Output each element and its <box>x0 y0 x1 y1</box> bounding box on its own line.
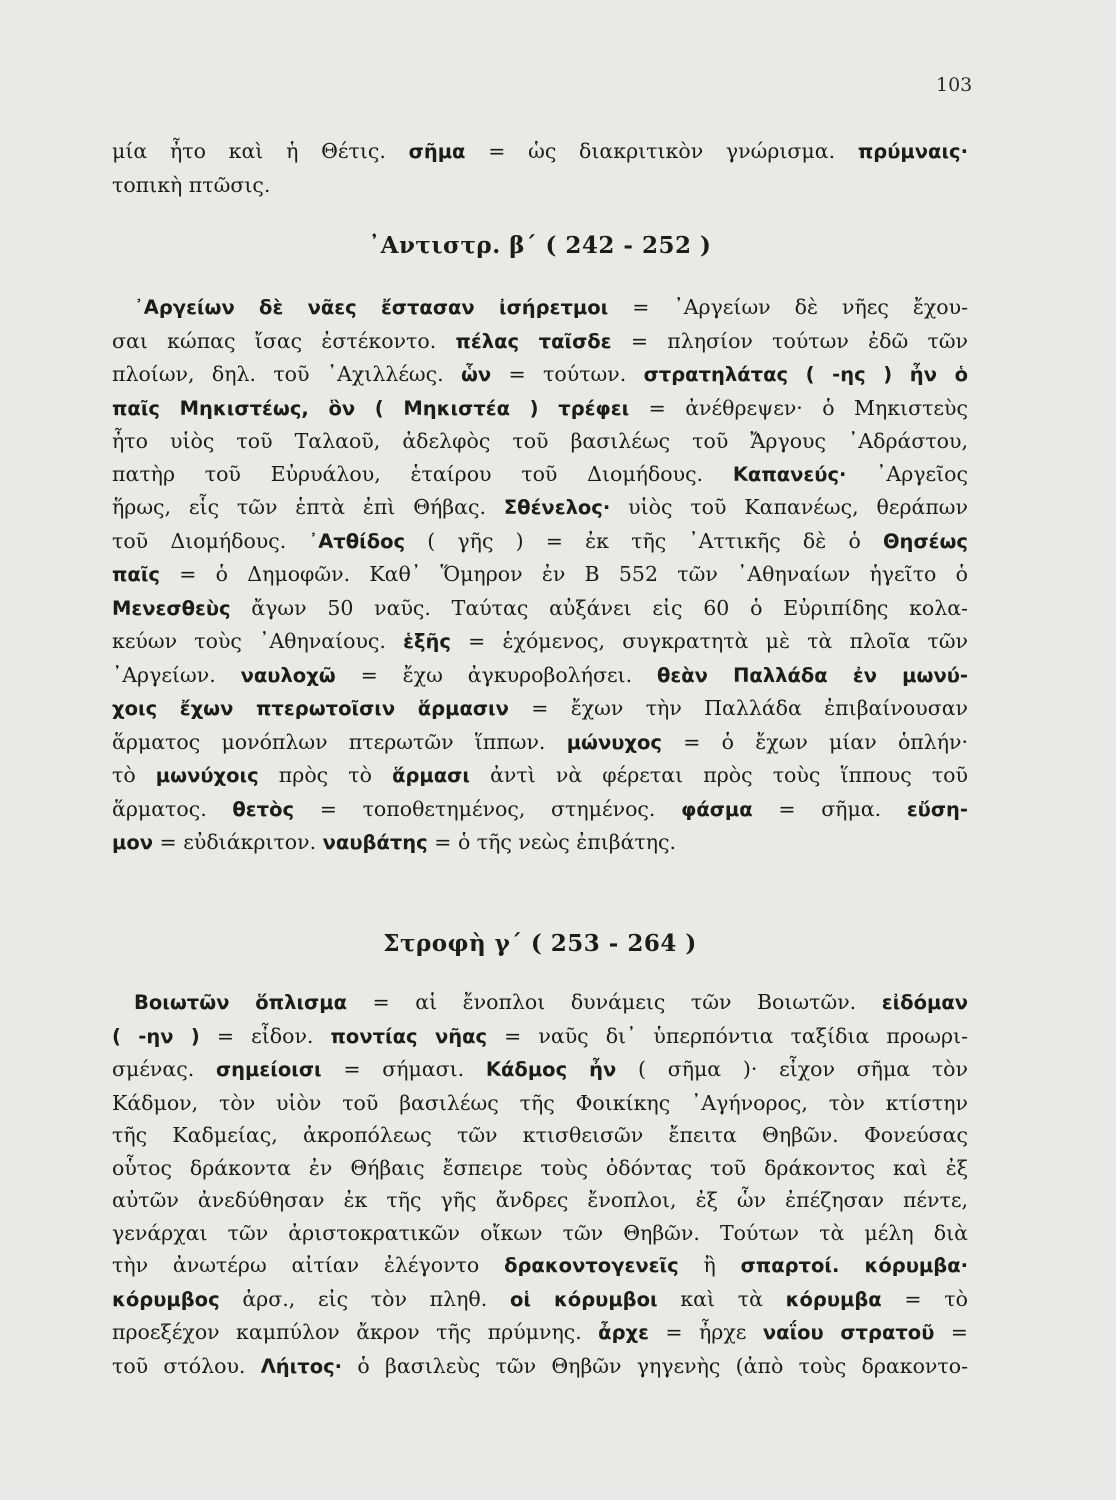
gloss-text: = ἀνέθρεψεν· ὁ Μηκιστεὺς <box>629 395 968 420</box>
text-line <box>112 325 968 359</box>
lemma-term: ᾿Αργείων δὲ νᾶες ἔστασαν ἰσήρετμοι <box>134 296 609 319</box>
gloss-text: πατὴρ τοῦ Εὐρυάλου, ἑταίρου τοῦ Διομήδους. <box>112 461 733 486</box>
gloss-text: = εὐδιάκριτον. <box>153 830 323 854</box>
gloss-text: μία ἦτο καὶ ἡ Θέτις. <box>112 139 409 163</box>
gloss-text: πρὸς τὸ <box>258 763 393 787</box>
lemma-term: μώνυχος <box>566 730 662 754</box>
gloss-text: = τὸ <box>881 1286 968 1311</box>
lemma-term: Θησέως <box>882 529 968 553</box>
text-line <box>112 1283 968 1317</box>
text-line <box>112 392 968 426</box>
lemma-term: παῖς <box>112 563 160 586</box>
lemma-term: σῆμα <box>408 140 466 163</box>
lemma-term: Καπανεύς· <box>732 462 847 486</box>
lemma-term: Λήιτος· <box>260 1354 343 1378</box>
gloss-text: = ὁ Δημοφῶν. Καθ᾿ Ὅμηρον ἐν Β 552 τῶν ᾿Αθηναίων ἡγεῖτο ὁ <box>159 562 968 586</box>
gloss-text: = αἱ ἔνοπλοι δυνάμεις τῶν Βοιωτῶν. <box>346 990 882 1014</box>
gloss-text: Κάδμον, τὸν υἱὸν τοῦ βασιλέως τῆς Φοικίκης ᾿Αγήνορος, τὸν κτίστην <box>112 1090 968 1115</box>
section-heading-antistrophe: ᾿Αντιστρ. β΄ ( 242 - 252 ) <box>368 232 712 259</box>
text-line <box>112 558 968 592</box>
text-line <box>112 625 968 659</box>
gloss-text: γενάρχαι τῶν ἀριστοκρατικῶν οἴκων τῶν Θηβῶν. Τούτων τὰ μέλη διὰ <box>112 1220 968 1245</box>
gloss-text: = ἔχων τὴν Παλλάδα ἐπιβαίνουσαν <box>508 696 968 720</box>
gloss-text: ἅρματος. <box>112 796 233 821</box>
lemma-term: ᾿Ατθίδος <box>308 529 406 553</box>
gloss-text: αὐτῶν ἀνεδύθησαν ἐκ τῆς γῆς ἄνδρες ἔνοπλοι, ἐξ ὧν ἐπέζησαν πέντε, <box>112 1188 968 1212</box>
gloss-text: = ὡς διακριτικὸν γνώρισμα. <box>465 139 858 163</box>
gloss-text: = ὁ ἔχων μίαν ὁπλήν· <box>661 729 969 754</box>
gloss-text: ᾿Αργεῖος <box>846 461 968 486</box>
gloss-text: = ἔχω ἀγκυροβολήσει. <box>335 662 658 687</box>
commentary-block-1 <box>112 135 968 201</box>
text-line <box>112 1119 968 1152</box>
text-line <box>112 592 968 626</box>
text-line <box>112 726 968 760</box>
text-line <box>112 1350 968 1384</box>
text-line <box>112 1020 968 1054</box>
gloss-text: κεύων τοὺς ᾿Αθηναίους. <box>112 629 404 653</box>
lemma-term: ναυλοχῶ <box>240 663 336 687</box>
gloss-text: = <box>934 1320 968 1344</box>
commentary-block-2 <box>112 291 968 860</box>
gloss-text: υἱὸς τοῦ Καπανέως, θεράπων <box>610 495 968 519</box>
lemma-term: ἑξῆς <box>403 630 451 653</box>
text-line <box>112 458 968 492</box>
gloss-text: ἅρματος μονόπλων πτερωτῶν ἵππων. <box>112 729 567 754</box>
gloss-text: = τοποθετημένος, στημένος. <box>294 796 682 821</box>
text-line <box>112 759 968 793</box>
text-line <box>112 358 968 392</box>
lemma-term: μον <box>112 831 154 854</box>
lemma-term: μωνύχοις <box>155 764 259 787</box>
section-heading-strophe: Στροφὴ γ΄ ( 253 - 264 ) <box>383 930 697 957</box>
gloss-text: ἦτο υἱὸς τοῦ Ταλαοῦ, ἀδελφὸς τοῦ βασιλέως τοῦ Ἄργους ᾿Αδράστου, <box>112 429 968 453</box>
gloss-text: = σῆμα. <box>752 796 907 821</box>
lemma-term: εἰδόμαν <box>881 991 968 1014</box>
gloss-text: = ναῦς δι᾿ ὑπερπόντια ταξίδια προωρι- <box>487 1023 969 1048</box>
text-line <box>112 135 968 169</box>
lemma-term: εὔση- <box>906 797 968 821</box>
gloss-text: ( σῆμα )· εἶχον σῆμα τὸν <box>616 1057 968 1081</box>
gloss-text: ( γῆς ) = ἐκ τῆς ᾿Αττικῆς δὲ ὁ <box>405 528 883 553</box>
gloss-text: τοῦ Διομήδους. <box>112 528 309 553</box>
text-line <box>112 169 968 202</box>
gloss-text: τὸ <box>112 763 156 787</box>
lemma-term: δρακοντογενεῖς <box>504 1254 679 1277</box>
lemma-term: φάσμα <box>681 797 753 821</box>
lemma-term: ἆρχε <box>598 1321 649 1344</box>
gloss-text: τῆς Καδμείας, ἀκροπόλεως τῶν κτισθεισῶν ἔπειτα Θηβῶν. Φονεύσας <box>112 1123 968 1147</box>
lemma-term: στρατηλάτας ( -ης ) ἦν ὁ <box>643 363 968 386</box>
lemma-term: ὧν <box>460 363 492 386</box>
lemma-term: παῖς Μηκιστέως, ὃν ( Μηκιστέα ) τρέφει <box>112 396 630 420</box>
text-line <box>112 1249 968 1283</box>
text-line <box>112 525 968 559</box>
gloss-text: = εἶδον. <box>199 1023 331 1048</box>
lemma-term: Μενεσθεὺς <box>112 596 231 620</box>
lemma-term: θετὸς <box>232 797 295 821</box>
lemma-term: Σθένελος· <box>503 496 611 519</box>
text-line <box>112 1316 968 1350</box>
text-line <box>112 1217 968 1250</box>
text-line <box>112 692 968 726</box>
gloss-text: τοπικὴ πτῶσις. <box>112 172 271 197</box>
lemma-term: σπαρτοί. κόρυμβα· <box>740 1254 968 1277</box>
gloss-text: = πλησίον τούτων ἐδῶ τῶν <box>611 328 968 353</box>
gloss-text: ἀρσ., εἰς τὸν πληθ. <box>219 1286 510 1311</box>
commentary-block-3 <box>112 986 968 1383</box>
text-line <box>112 1152 968 1185</box>
gloss-text: προεξέχον καμπύλον ἄκρον τῆς πρύμνης. <box>112 1320 599 1344</box>
gloss-text: = ᾿Αργείων δὲ νῆες ἔχου- <box>608 295 968 319</box>
lemma-term: θεὰν Παλλάδα ἐν μωνύ- <box>657 663 968 687</box>
gloss-text: καὶ τὰ <box>657 1286 786 1311</box>
text-line <box>112 986 968 1020</box>
gloss-text: ἄγων 50 ναῦς. Ταύτας αὐξάνει εἰς 60 ὁ Εὐριπίδης κολα- <box>230 595 968 620</box>
lemma-term: σημείοισι <box>215 1058 322 1081</box>
lemma-term: πέλας ταῖσδε <box>455 329 612 353</box>
gloss-text: ᾿Αργείων. <box>112 662 241 687</box>
gloss-text: = σήμασι. <box>321 1057 486 1081</box>
text-line <box>112 491 968 525</box>
lemma-term: ναΐου στρατοῦ <box>762 1321 935 1344</box>
page-number: 103 <box>936 74 973 96</box>
gloss-text: ὁ βασιλεὺς τῶν Θηβῶν γηγενὴς (ἀπὸ τοὺς δρακοντο- <box>342 1353 968 1378</box>
gloss-text: τὴν ἀνωτέρω αἰτίαν ἐλέγοντο <box>112 1253 505 1277</box>
gloss-text: ἥρως, εἷς τῶν ἑπτὰ ἐπὶ Θήβας. <box>112 495 504 519</box>
gloss-text: ἢ <box>678 1253 741 1277</box>
lemma-term: ναυβάτης <box>322 831 428 854</box>
gloss-text: πλοίων, δηλ. τοῦ ᾿Αχιλλέως. <box>112 362 461 386</box>
gloss-text: = τούτων. <box>491 362 644 386</box>
lemma-term: οἱ κόρυμβοι <box>509 1287 658 1311</box>
gloss-text: ἀντὶ νὰ φέρεται πρὸς τοὺς ἵππους τοῦ <box>469 763 968 787</box>
lemma-term: Βοιωτῶν ὅπλισμα <box>134 991 347 1014</box>
lemma-term: ἅρμασι <box>392 764 470 787</box>
gloss-text: οὗτος δράκοντα ἐν Θήβαις ἔσπειρε τοὺς ὀδόντας τοῦ δράκοντος καὶ ἐξ <box>112 1155 968 1180</box>
gloss-text: σμένας. <box>112 1057 216 1081</box>
gloss-text: τοῦ στόλου. <box>112 1353 261 1378</box>
text-line <box>112 793 968 827</box>
gloss-text: = ὁ τῆς νεὼς ἐπιβάτης. <box>427 830 677 854</box>
gloss-text: = ἦρχε <box>648 1320 763 1344</box>
text-line <box>112 1184 968 1217</box>
lemma-term: ( -ην ) <box>112 1024 200 1048</box>
lemma-term: κόρυμβα <box>785 1287 882 1311</box>
lemma-term: Κάδμος ἦν <box>485 1058 617 1081</box>
gloss-text: σαι κώπας ἴσας ἐστέκοντο. <box>112 328 456 353</box>
gloss-text: = ἑχόμενος, συγκρατητὰ μὲ τὰ πλοῖα τῶν <box>450 629 969 653</box>
text-line <box>112 826 968 860</box>
text-line <box>112 1087 968 1120</box>
text-line <box>112 291 968 325</box>
text-line <box>112 1053 968 1087</box>
lemma-term: κόρυμβος <box>112 1287 220 1311</box>
lemma-term: ποντίας νῆας <box>330 1024 488 1048</box>
text-line <box>112 425 968 458</box>
lemma-term: χοις ἔχων πτερωτοῖσιν ἅρμασιν <box>112 697 509 720</box>
lemma-term: πρύμναις· <box>857 140 969 163</box>
text-line <box>112 659 968 693</box>
